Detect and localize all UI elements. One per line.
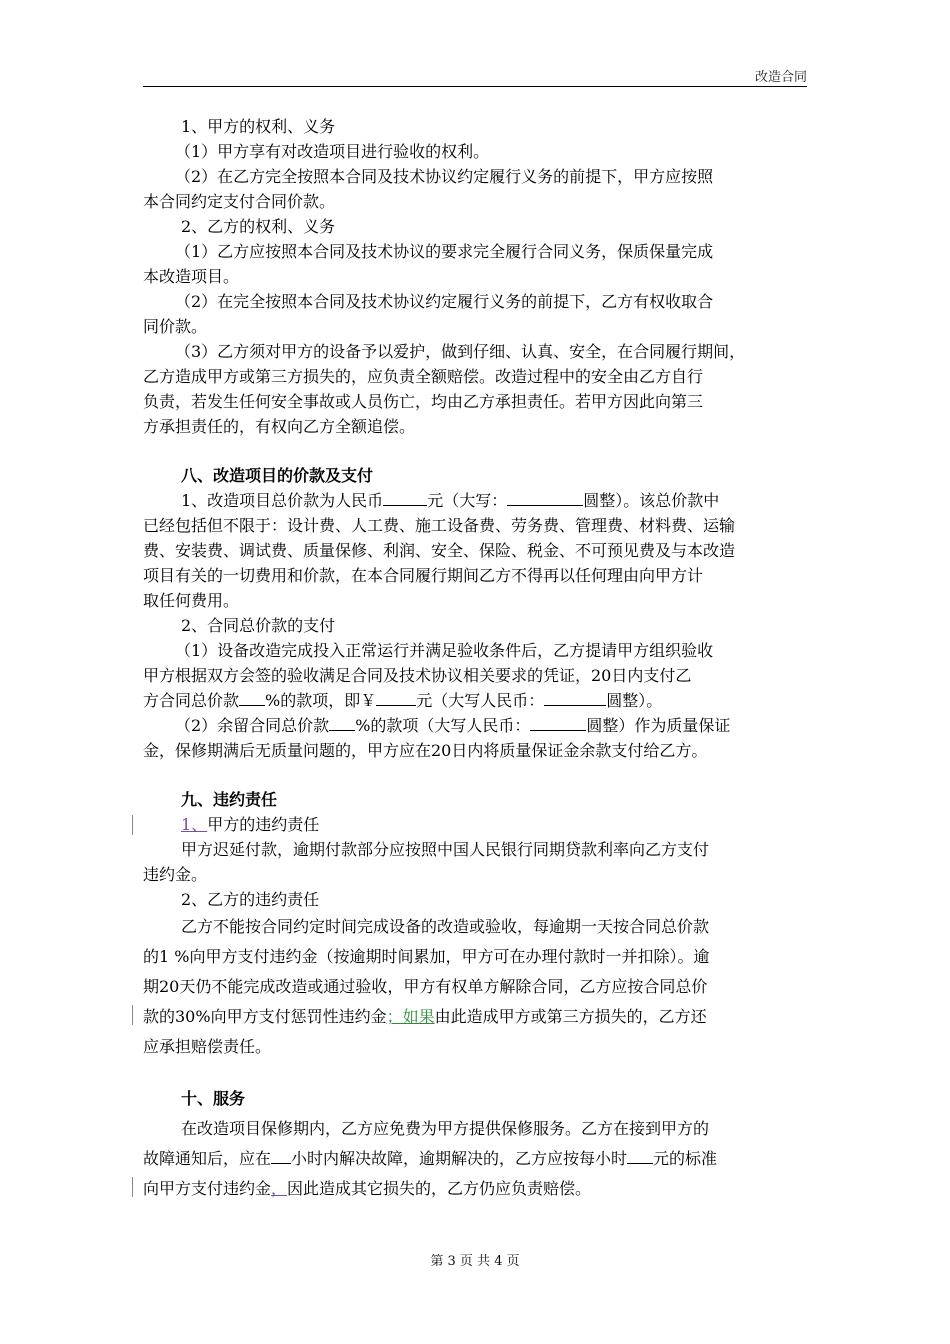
text-run: %的款项，即￥: [265, 691, 377, 710]
text-run: %的款项（大写人民币：: [355, 716, 531, 735]
text-run: 元的标准: [653, 1149, 718, 1168]
spacer: [143, 763, 807, 787]
text-run: 圆整）。该总价款中: [583, 491, 720, 510]
change-bar: [132, 1177, 133, 1197]
paragraph-line: 2、乙方的权利、义务: [181, 217, 336, 236]
paragraph-line: 方承担责任的，有权向乙方全额追偿。: [143, 417, 416, 436]
blank-field: [507, 488, 583, 506]
text-run: 甲方的违约责任: [207, 815, 320, 834]
text-run: 故障通知后，应在: [143, 1149, 272, 1168]
paragraph-line: [143, 1174, 807, 1204]
paragraph-line: 2、乙方的违约责任: [181, 890, 320, 909]
paragraph-line: [143, 488, 807, 513]
paragraph-line: 在改造项目保修期内，乙方应免费为甲方提供保修服务。乙方在接到甲方的: [181, 1119, 710, 1138]
spacer: [143, 1062, 807, 1084]
text-run: 因此造成其它损失的，乙方仍应负责赔偿。: [287, 1179, 592, 1198]
blank-field: [544, 688, 606, 706]
text-run: 圆整）。: [606, 691, 663, 710]
blank-field: [329, 713, 355, 731]
text-run: 1、改造项目总价款为人民币: [181, 491, 384, 510]
paragraph-line: 1、甲方的权利、义务: [181, 117, 336, 136]
tracked-insertion: ，: [271, 1179, 288, 1198]
paragraph-line: 甲方迟延付款，逾期付款部分应按照中国人民银行同期贷款利率向乙方支付: [181, 840, 710, 859]
text-run: 向甲方支付违约金: [143, 1179, 272, 1198]
header-rule: [143, 86, 807, 87]
paragraph-line: （2）在完全按照本合同及技术协议约定履行义务的前提下，乙方有权收取合: [175, 292, 714, 311]
tracked-insertion: 1、: [181, 815, 208, 834]
paragraph-line: 本合同约定支付合同价款。: [143, 192, 336, 211]
paragraph-line: （1）甲方享有对改造项目进行验收的权利。: [175, 142, 490, 161]
paragraph-line: 违约金。: [143, 865, 208, 884]
paragraph-line: （2）在乙方完全按照本合同及技术协议约定履行义务的前提下，甲方应按照: [175, 167, 714, 186]
text-run: 方合同总价款: [143, 691, 240, 710]
paragraph-line: [143, 1144, 807, 1174]
paragraph-line: 负责，若发生任何安全事故或人员伤亡，均由乙方承担责任。若甲方因此向第三: [143, 392, 704, 411]
paragraph-line: 取任何费用。: [143, 591, 240, 610]
paragraph-line: 应承担赔偿责任。: [143, 1037, 272, 1056]
paragraph-line: 同价款。: [143, 317, 208, 336]
paragraph-line: 期20天仍不能完成改造或通过验收，甲方有权单方解除合同，乙方应按合同总价: [143, 977, 708, 996]
change-bar: [132, 1005, 133, 1025]
text-run: 圆整）作为质量保证: [586, 716, 731, 735]
header-title: 改造合同: [754, 70, 807, 85]
paragraph-line: [143, 688, 807, 713]
paragraph-line: 金，保修期满后无质量问题的，甲方应在20日内将质量保证金余款支付给乙方。: [143, 741, 708, 760]
paragraph-line: 已经包括但不限于：设计费、人工费、施工设备费、劳务费、管理费、材料费、运输: [143, 516, 736, 535]
page-footer: 第 3 页 共 4 页: [430, 1254, 520, 1269]
paragraph-line: 乙方不能按合同约定时间完成设备的改造或验收，每逾期一天按合同总价款: [181, 917, 710, 936]
paragraph-line: 的1 %向甲方支付违约金（按逾期时间累加，甲方可在办理付款时一并扣除）。逾: [143, 947, 710, 966]
text-run: 小时内解决故障，逾期解决的，乙方应按每小时: [291, 1149, 628, 1168]
blank-field: [530, 713, 586, 731]
blank-field: [383, 488, 427, 506]
paragraph-line: [143, 812, 807, 837]
change-bar: [132, 815, 133, 835]
paragraph-line: 甲方根据双方会签的验收满足合同及技术协议相关要求的凭证，20日内支付乙: [143, 666, 692, 685]
blank-field: [271, 1146, 291, 1164]
paragraph-line: [143, 1002, 807, 1032]
tracked-insertion: ；如果: [386, 1007, 435, 1026]
document-body: [143, 114, 807, 1204]
blank-field: [239, 688, 265, 706]
paragraph-line: 本改造项目。: [143, 267, 240, 286]
text-run: 元（大写人民币：: [416, 691, 545, 710]
blank-field: [376, 688, 416, 706]
section-heading: 十、服务: [181, 1089, 246, 1108]
spacer: [143, 439, 807, 463]
paragraph-line: 费、安装费、调试费、质量保修、利润、安全、保险、税金、不可预见费及与本改造: [143, 541, 736, 560]
text-run: 款的30%向甲方支付惩罚性违约金: [143, 1007, 387, 1026]
section-heading: 九、违约责任: [181, 790, 278, 809]
section-heading: 八、改造项目的价款及支付: [181, 466, 374, 485]
paragraph-line: 乙方造成甲方或第三方损失的，应负责全额赔偿。改造过程中的安全由乙方自行: [143, 367, 704, 386]
text-run: 由此造成甲方或第三方损失的，乙方还: [434, 1007, 707, 1026]
blank-field: [627, 1146, 653, 1164]
paragraph-line: （3）乙方须对甲方的设备予以爱护，做到仔细、认真、安全，在合同履行期间，: [175, 342, 746, 361]
paragraph-line: 2、合同总价款的支付: [181, 616, 336, 635]
paragraph-line: [143, 713, 807, 738]
paragraph-line: 项目有关的一切费用和价款，在本合同履行期间乙方不得再以任何理由向甲方计: [143, 566, 704, 585]
paragraph-line: （1）乙方应按照本合同及技术协议的要求完全履行合同义务，保质保量完成: [175, 242, 714, 261]
text-run: （2）余留合同总价款: [175, 716, 330, 735]
paragraph-line: （1）设备改造完成投入正常运行并满足验收条件后，乙方提请甲方组织验收: [175, 641, 714, 660]
text-run: 元（大写：: [427, 491, 508, 510]
